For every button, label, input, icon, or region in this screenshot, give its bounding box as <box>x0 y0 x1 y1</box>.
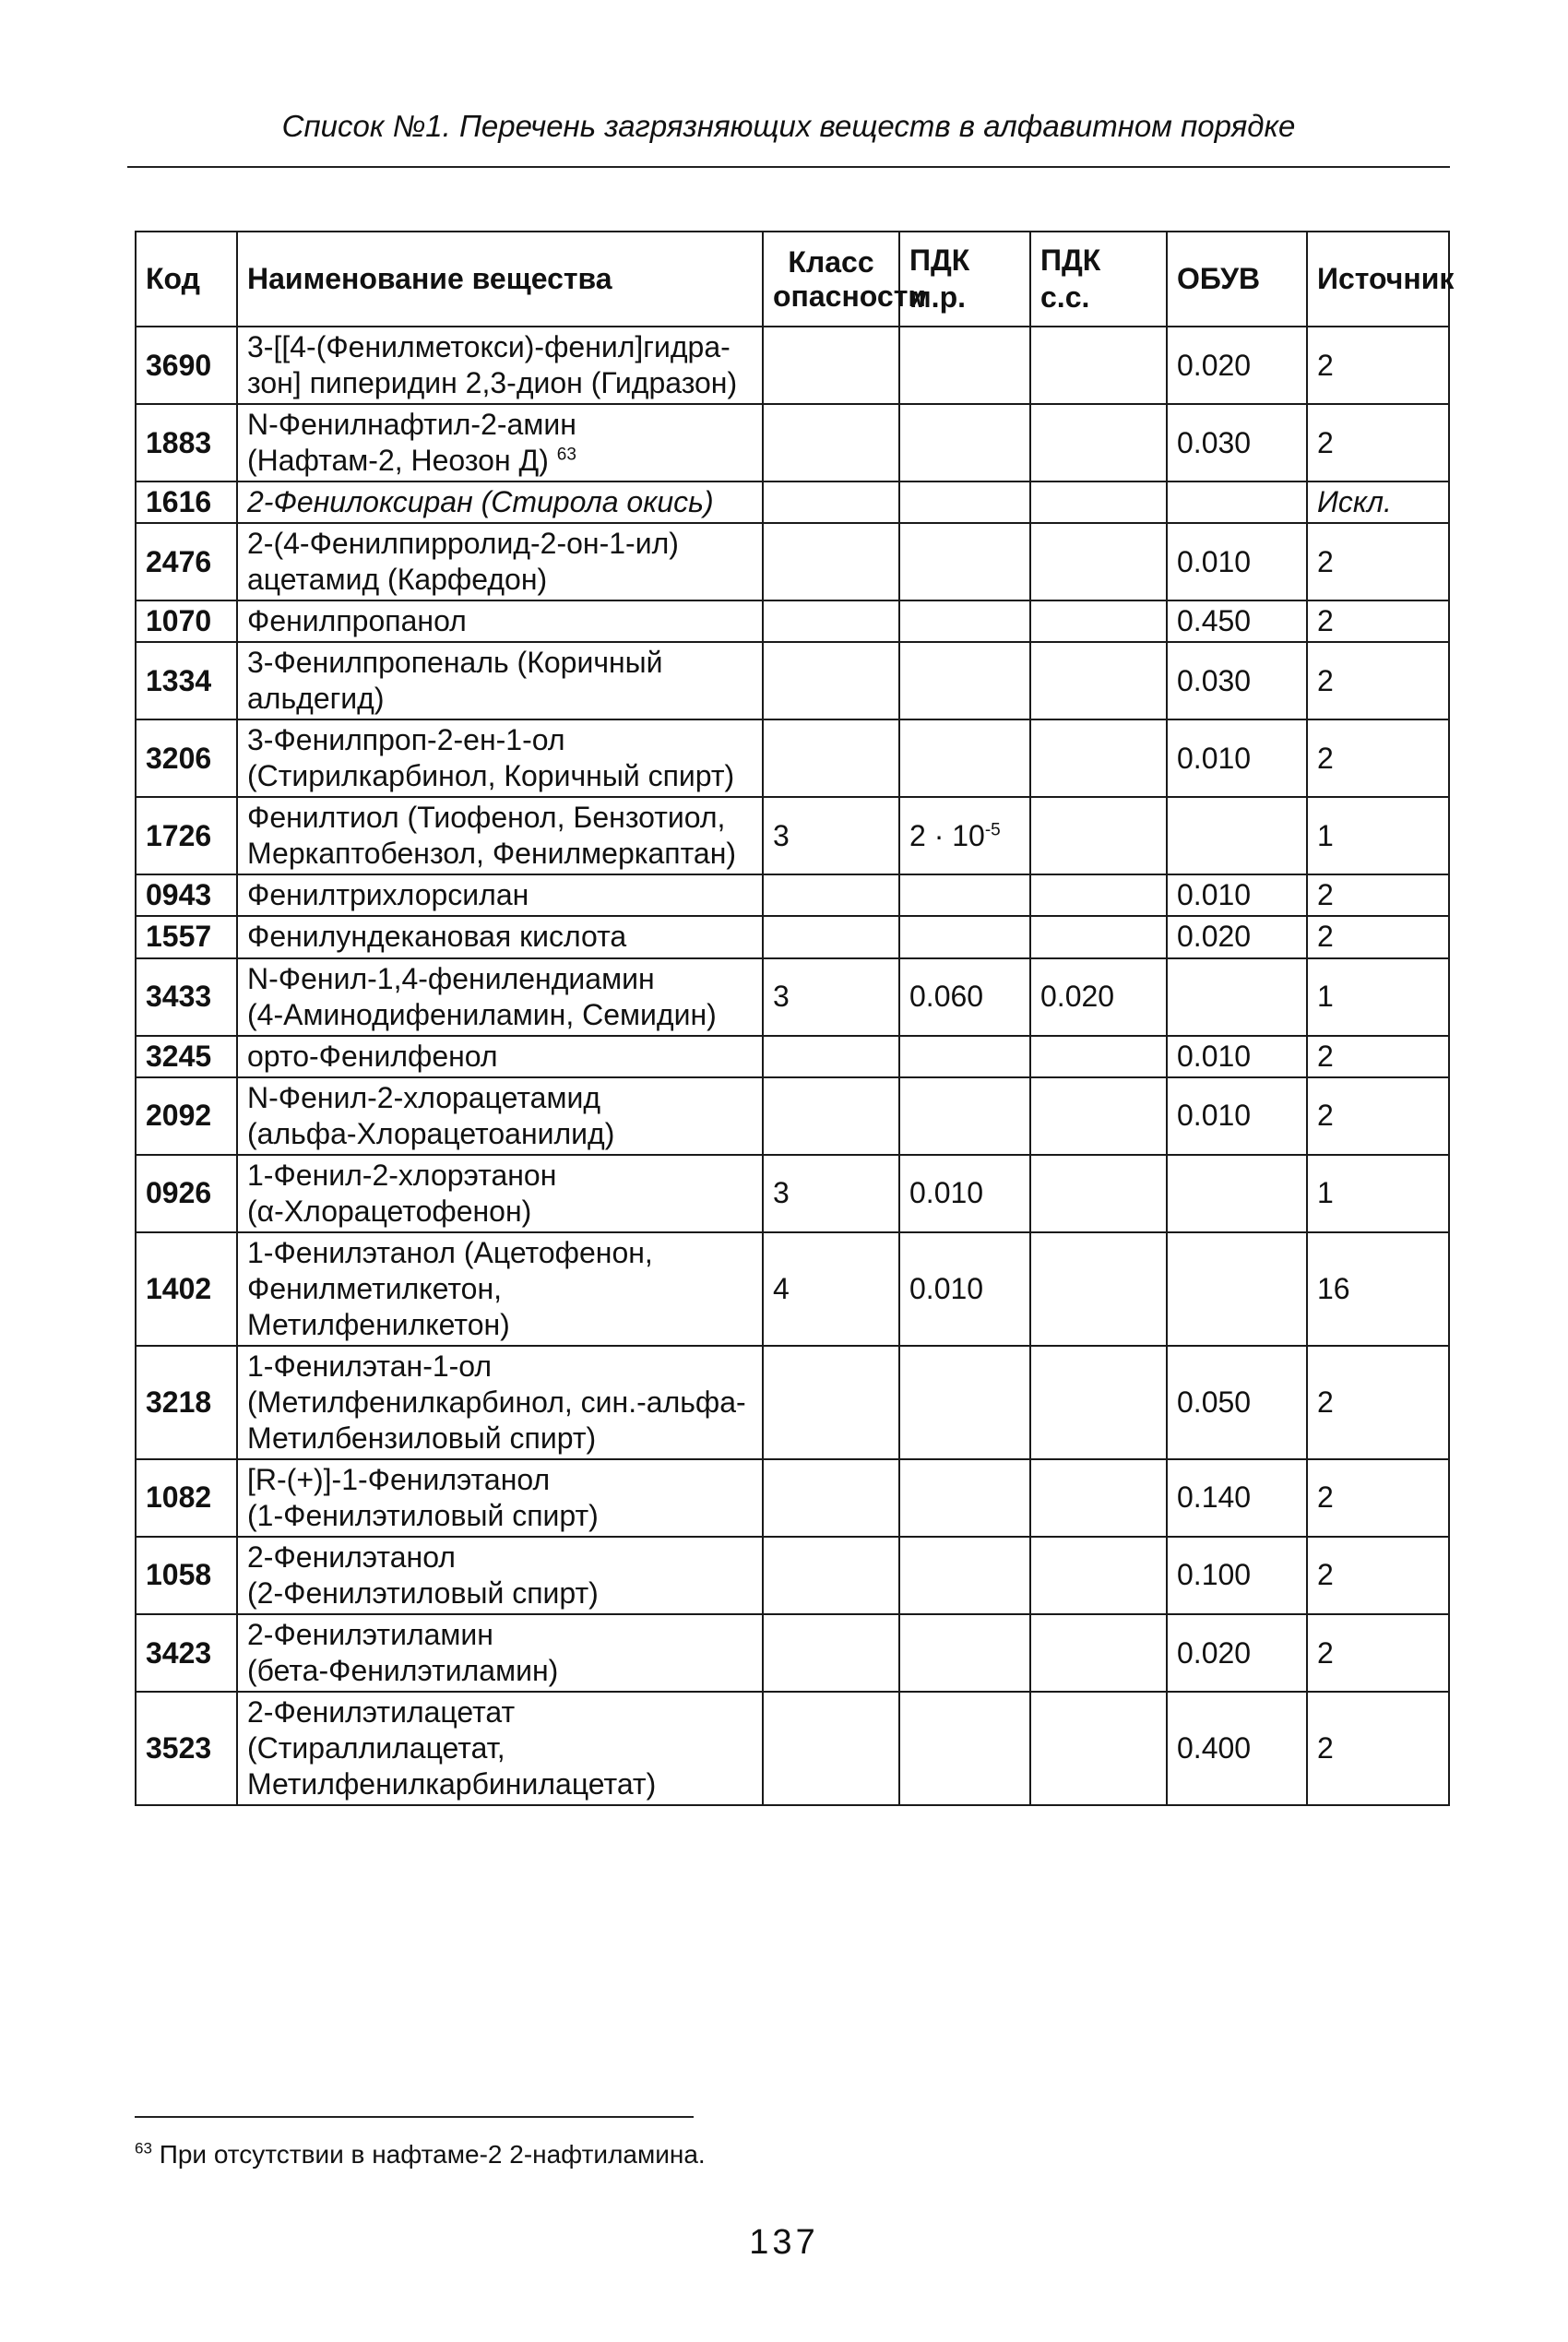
footnote-divider <box>135 2116 694 2118</box>
name-line: 2-(4-Фенилпирролид-2-он-1-ил) <box>247 527 679 561</box>
cell-obuv: 0.450 <box>1167 600 1307 642</box>
cell-obuv: 0.030 <box>1167 642 1307 719</box>
cell-hazard-class <box>763 600 899 642</box>
cell-pdk-ss <box>1030 719 1167 797</box>
header-class-line2: опасности <box>773 279 927 313</box>
cell-hazard-class <box>763 404 899 481</box>
name-line: Фенилпропанол <box>247 604 467 638</box>
name-line: (бета-Фенилэтиламин) <box>247 1654 559 1688</box>
cell-source: 2 <box>1307 1459 1449 1537</box>
pdk-mr-value: 0.010 <box>909 1176 984 1210</box>
cell-code: 3433 <box>136 958 237 1036</box>
cell-pdk-ss <box>1030 1036 1167 1077</box>
cell-hazard-class <box>763 1537 899 1614</box>
name-line: 3-Фенилпроп-2-ен-1-ол <box>247 723 565 757</box>
cell-code: 0943 <box>136 874 237 916</box>
cell-obuv: 0.010 <box>1167 719 1307 797</box>
cell-source: 2 <box>1307 916 1449 957</box>
cell-obuv <box>1167 481 1307 523</box>
table-row <box>136 916 1449 957</box>
cell-code: 0926 <box>136 1155 237 1232</box>
cell-pdk-mr <box>899 1232 1030 1346</box>
substances-table <box>135 231 1455 1806</box>
cell-pdk-ss <box>1030 600 1167 642</box>
cell-pdk-ss <box>1030 916 1167 957</box>
header-divider <box>127 166 1450 168</box>
name-line: 3-[[4-(Фенилметокси)-фенил]гидра- <box>247 330 731 363</box>
cell-pdk-ss <box>1030 1232 1167 1346</box>
cell-name <box>237 1459 763 1537</box>
cell-source: 2 <box>1307 1614 1449 1692</box>
name-line: N-Фенил-1,4-фенилендиамин <box>247 961 655 995</box>
cell-pdk-mr <box>899 958 1030 1036</box>
cell-pdk-mr <box>899 797 1030 874</box>
cell-pdk-ss <box>1030 1077 1167 1155</box>
cell-hazard-class: 4 <box>763 1232 899 1346</box>
cell-hazard-class: 3 <box>763 1155 899 1232</box>
cell-pdk-mr <box>899 600 1030 642</box>
cell-pdk-ss <box>1030 1537 1167 1614</box>
name-line: 1-Фенилэтанол (Ацетофенон, <box>247 1235 653 1269</box>
table-row <box>136 719 1449 797</box>
cell-obuv: 0.030 <box>1167 404 1307 481</box>
cell-name <box>237 600 763 642</box>
cell-obuv: 0.010 <box>1167 1036 1307 1077</box>
cell-name <box>237 1036 763 1077</box>
footnote-text: При отсутствии в нафтаме-2 2-нафтиламина. <box>159 2140 706 2169</box>
cell-name <box>237 327 763 404</box>
cell-pdk-ss <box>1030 481 1167 523</box>
table-row <box>136 1036 1449 1077</box>
cell-pdk-ss <box>1030 874 1167 916</box>
cell-source: 2 <box>1307 1537 1449 1614</box>
name-line: Метилбензиловый спирт) <box>247 1421 597 1455</box>
cell-pdk-ss <box>1030 1346 1167 1459</box>
table-row <box>136 600 1449 642</box>
pdk-mr-value: 0.010 <box>909 1271 984 1305</box>
cell-source: 1 <box>1307 797 1449 874</box>
table-body <box>136 327 1449 1805</box>
cell-code: 3206 <box>136 719 237 797</box>
cell-name <box>237 916 763 957</box>
cell-pdk-mr <box>899 874 1030 916</box>
name-line: N-Фенилнафтил-2-амин <box>247 408 576 442</box>
header-name: Наименование вещества <box>237 232 763 327</box>
cell-pdk-mr <box>899 1537 1030 1614</box>
cell-code: 1883 <box>136 404 237 481</box>
cell-source: 2 <box>1307 404 1449 481</box>
cell-name <box>237 1346 763 1459</box>
name-line: Метилфенилкарбинилацетат) <box>247 1767 657 1801</box>
cell-obuv <box>1167 797 1307 874</box>
table-row <box>136 874 1449 916</box>
footnote-ref: 63 <box>556 445 576 465</box>
table-row <box>136 1537 1449 1614</box>
table-row <box>136 481 1449 523</box>
cell-pdk-mr <box>899 642 1030 719</box>
name-line: 2-Фенилэтилацетат (Стираллилацетат, <box>247 1695 516 1765</box>
cell-name <box>237 404 763 481</box>
cell-name <box>237 797 763 874</box>
name-line: [R-(+)]-1-Фенилэтанол <box>247 1462 551 1496</box>
cell-source: 2 <box>1307 874 1449 916</box>
cell-code: 3423 <box>136 1614 237 1692</box>
pdk-mr-exponent: -5 <box>984 820 1001 840</box>
footnote <box>135 2140 706 2170</box>
cell-obuv <box>1167 1155 1307 1232</box>
cell-pdk-mr <box>899 1692 1030 1805</box>
cell-hazard-class <box>763 1614 899 1692</box>
cell-hazard-class <box>763 916 899 957</box>
table-row <box>136 958 1449 1036</box>
cell-hazard-class <box>763 642 899 719</box>
cell-source: 2 <box>1307 1077 1449 1155</box>
cell-code: 2092 <box>136 1077 237 1155</box>
cell-source: 2 <box>1307 1692 1449 1805</box>
cell-pdk-ss <box>1030 1155 1167 1232</box>
cell-source: 16 <box>1307 1232 1449 1346</box>
cell-source: 2 <box>1307 719 1449 797</box>
cell-obuv: 0.020 <box>1167 916 1307 957</box>
cell-obuv: 0.020 <box>1167 327 1307 404</box>
cell-pdk-mr <box>899 1346 1030 1459</box>
table-row <box>136 404 1449 481</box>
name-line: (Нафтам-2, Неозон Д) <box>247 444 549 478</box>
cell-pdk-mr <box>899 719 1030 797</box>
table-row <box>136 1077 1449 1155</box>
cell-hazard-class <box>763 1077 899 1155</box>
cell-hazard-class <box>763 874 899 916</box>
header-source: Источник <box>1307 232 1449 327</box>
cell-name <box>237 719 763 797</box>
cell-source: 1 <box>1307 958 1449 1036</box>
header-code: Код <box>136 232 237 327</box>
cell-name <box>237 874 763 916</box>
footnote-marker: 63 <box>135 2139 152 2158</box>
cell-code: 3690 <box>136 327 237 404</box>
name-line: 1-Фенилэтан-1-ол <box>247 1349 493 1383</box>
cell-name <box>237 958 763 1036</box>
table-row <box>136 1459 1449 1537</box>
header-obuv: ОБУВ <box>1167 232 1307 327</box>
cell-code: 1726 <box>136 797 237 874</box>
cell-obuv: 0.010 <box>1167 874 1307 916</box>
cell-obuv: 0.020 <box>1167 1614 1307 1692</box>
name-line: зон] пиперидин 2,3-дион (Гидразон) <box>247 366 738 400</box>
cell-hazard-class <box>763 1036 899 1077</box>
page-header: Список №1. Перечень загрязняющих веществ в алфавитном порядке <box>281 109 1296 143</box>
table-row <box>136 1692 1449 1805</box>
cell-code: 1082 <box>136 1459 237 1537</box>
cell-obuv: 0.050 <box>1167 1346 1307 1459</box>
cell-pdk-mr <box>899 523 1030 600</box>
cell-name <box>237 1077 763 1155</box>
cell-code: 3523 <box>136 1692 237 1805</box>
cell-code: 3245 <box>136 1036 237 1077</box>
cell-name <box>237 1232 763 1346</box>
cell-pdk-ss <box>1030 1459 1167 1537</box>
cell-obuv: 0.010 <box>1167 1077 1307 1155</box>
cell-obuv: 0.010 <box>1167 523 1307 600</box>
cell-pdk-ss <box>1030 404 1167 481</box>
cell-code: 1058 <box>136 1537 237 1614</box>
cell-name <box>237 1614 763 1692</box>
cell-name <box>237 523 763 600</box>
cell-obuv: 0.140 <box>1167 1459 1307 1537</box>
cell-pdk-mr <box>899 1614 1030 1692</box>
cell-name <box>237 1537 763 1614</box>
pdk-mr-value: 0.060 <box>909 980 984 1014</box>
name-line: (1-Фенилэтиловый спирт) <box>247 1498 599 1532</box>
cell-hazard-class: 3 <box>763 958 899 1036</box>
cell-pdk-mr <box>899 1155 1030 1232</box>
cell-pdk-ss <box>1030 1692 1167 1805</box>
cell-code: 2476 <box>136 523 237 600</box>
name-line: ацетамид (Карфедон) <box>247 563 548 597</box>
cell-source: 1 <box>1307 1155 1449 1232</box>
cell-name <box>237 481 763 523</box>
cell-source: Искл. <box>1307 481 1449 523</box>
table-header-row <box>136 232 1449 327</box>
name-line: (альфа-Хлорацетоанилид) <box>247 1116 615 1150</box>
cell-pdk-ss <box>1030 523 1167 600</box>
cell-source: 2 <box>1307 327 1449 404</box>
cell-hazard-class <box>763 1692 899 1805</box>
cell-source: 2 <box>1307 523 1449 600</box>
cell-hazard-class <box>763 719 899 797</box>
name-line: (2-Фенилэтиловый спирт) <box>247 1576 599 1610</box>
cell-source: 2 <box>1307 1346 1449 1459</box>
cell-source: 2 <box>1307 600 1449 642</box>
cell-obuv: 0.100 <box>1167 1537 1307 1614</box>
table-row <box>136 1232 1449 1346</box>
cell-name <box>237 642 763 719</box>
name-line: Меркаптобензол, Фенилмеркаптан) <box>247 837 737 871</box>
cell-obuv <box>1167 1232 1307 1346</box>
name-line: альдегид) <box>247 682 385 716</box>
name-line: 2-Фенилоксиран (Стирола окись) <box>247 485 714 519</box>
header-hazard-class <box>763 232 927 327</box>
cell-pdk-ss <box>1030 327 1167 404</box>
cell-obuv: 0.400 <box>1167 1692 1307 1805</box>
name-line: 3-Фенилпропеналь (Коричный <box>247 646 663 680</box>
cell-hazard-class <box>763 481 899 523</box>
table-row <box>136 1155 1449 1232</box>
name-line: (Метилфенилкарбинол, син.-альфа- <box>247 1385 746 1419</box>
cell-code: 1402 <box>136 1232 237 1346</box>
table-row <box>136 327 1449 404</box>
name-line: Фенилтрихлорсилан <box>247 878 529 912</box>
name-line: (α-Хлорацетофенон) <box>247 1194 532 1228</box>
header-pdk-ss: ПДК с.с. <box>1030 232 1167 327</box>
cell-code: 1616 <box>136 481 237 523</box>
cell-pdk-mr <box>899 327 1030 404</box>
cell-pdk-mr <box>899 481 1030 523</box>
cell-hazard-class <box>763 1459 899 1537</box>
cell-pdk-mr <box>899 1036 1030 1077</box>
header-pdk-mr: ПДК м.р. <box>899 232 1030 327</box>
header-class-line1: Класс <box>788 244 874 279</box>
cell-name <box>237 1155 763 1232</box>
cell-code: 3218 <box>136 1346 237 1459</box>
table-row <box>136 523 1449 600</box>
name-line: (Стирилкарбинол, Коричный спирт) <box>247 759 735 793</box>
cell-code: 1557 <box>136 916 237 957</box>
name-line: Фенилметилкетон, Метилфенилкетон) <box>247 1271 510 1341</box>
cell-hazard-class <box>763 1346 899 1459</box>
cell-hazard-class <box>763 327 899 404</box>
cell-code: 1334 <box>136 642 237 719</box>
cell-pdk-mr <box>899 1077 1030 1155</box>
cell-name <box>237 1692 763 1805</box>
cell-pdk-ss <box>1030 797 1167 874</box>
cell-source: 2 <box>1307 642 1449 719</box>
page-number: 137 <box>749 2223 819 2262</box>
name-line: (4-Аминодифениламин, Семидин) <box>247 997 717 1031</box>
cell-code: 1070 <box>136 600 237 642</box>
name-line: N-Фенил-2-хлорацетамид <box>247 1080 600 1114</box>
cell-obuv <box>1167 958 1307 1036</box>
pdk-mr-value: 2 · 10 <box>909 818 985 852</box>
name-line: орто-Фенилфенол <box>247 1039 498 1073</box>
name-line: Фенилундекановая кислота <box>247 920 627 954</box>
cell-pdk-ss: 0.020 <box>1030 958 1167 1036</box>
table-row <box>136 1346 1449 1459</box>
table-row <box>136 1614 1449 1692</box>
name-line: 2-Фенилэтанол <box>247 1540 456 1574</box>
cell-pdk-mr <box>899 1459 1030 1537</box>
cell-hazard-class: 3 <box>763 797 899 874</box>
name-line: Фенилтиол (Тиофенол, Бензотиол, <box>247 801 726 835</box>
cell-pdk-ss <box>1030 1614 1167 1692</box>
cell-hazard-class <box>763 523 899 600</box>
table-row <box>136 642 1449 719</box>
name-line: 2-Фенилэтиламин <box>247 1618 493 1652</box>
cell-pdk-mr <box>899 404 1030 481</box>
cell-pdk-ss <box>1030 642 1167 719</box>
table-row <box>136 797 1449 874</box>
cell-pdk-mr <box>899 916 1030 957</box>
cell-source: 2 <box>1307 1036 1449 1077</box>
name-line: 1-Фенил-2-хлорэтанон <box>247 1158 557 1192</box>
